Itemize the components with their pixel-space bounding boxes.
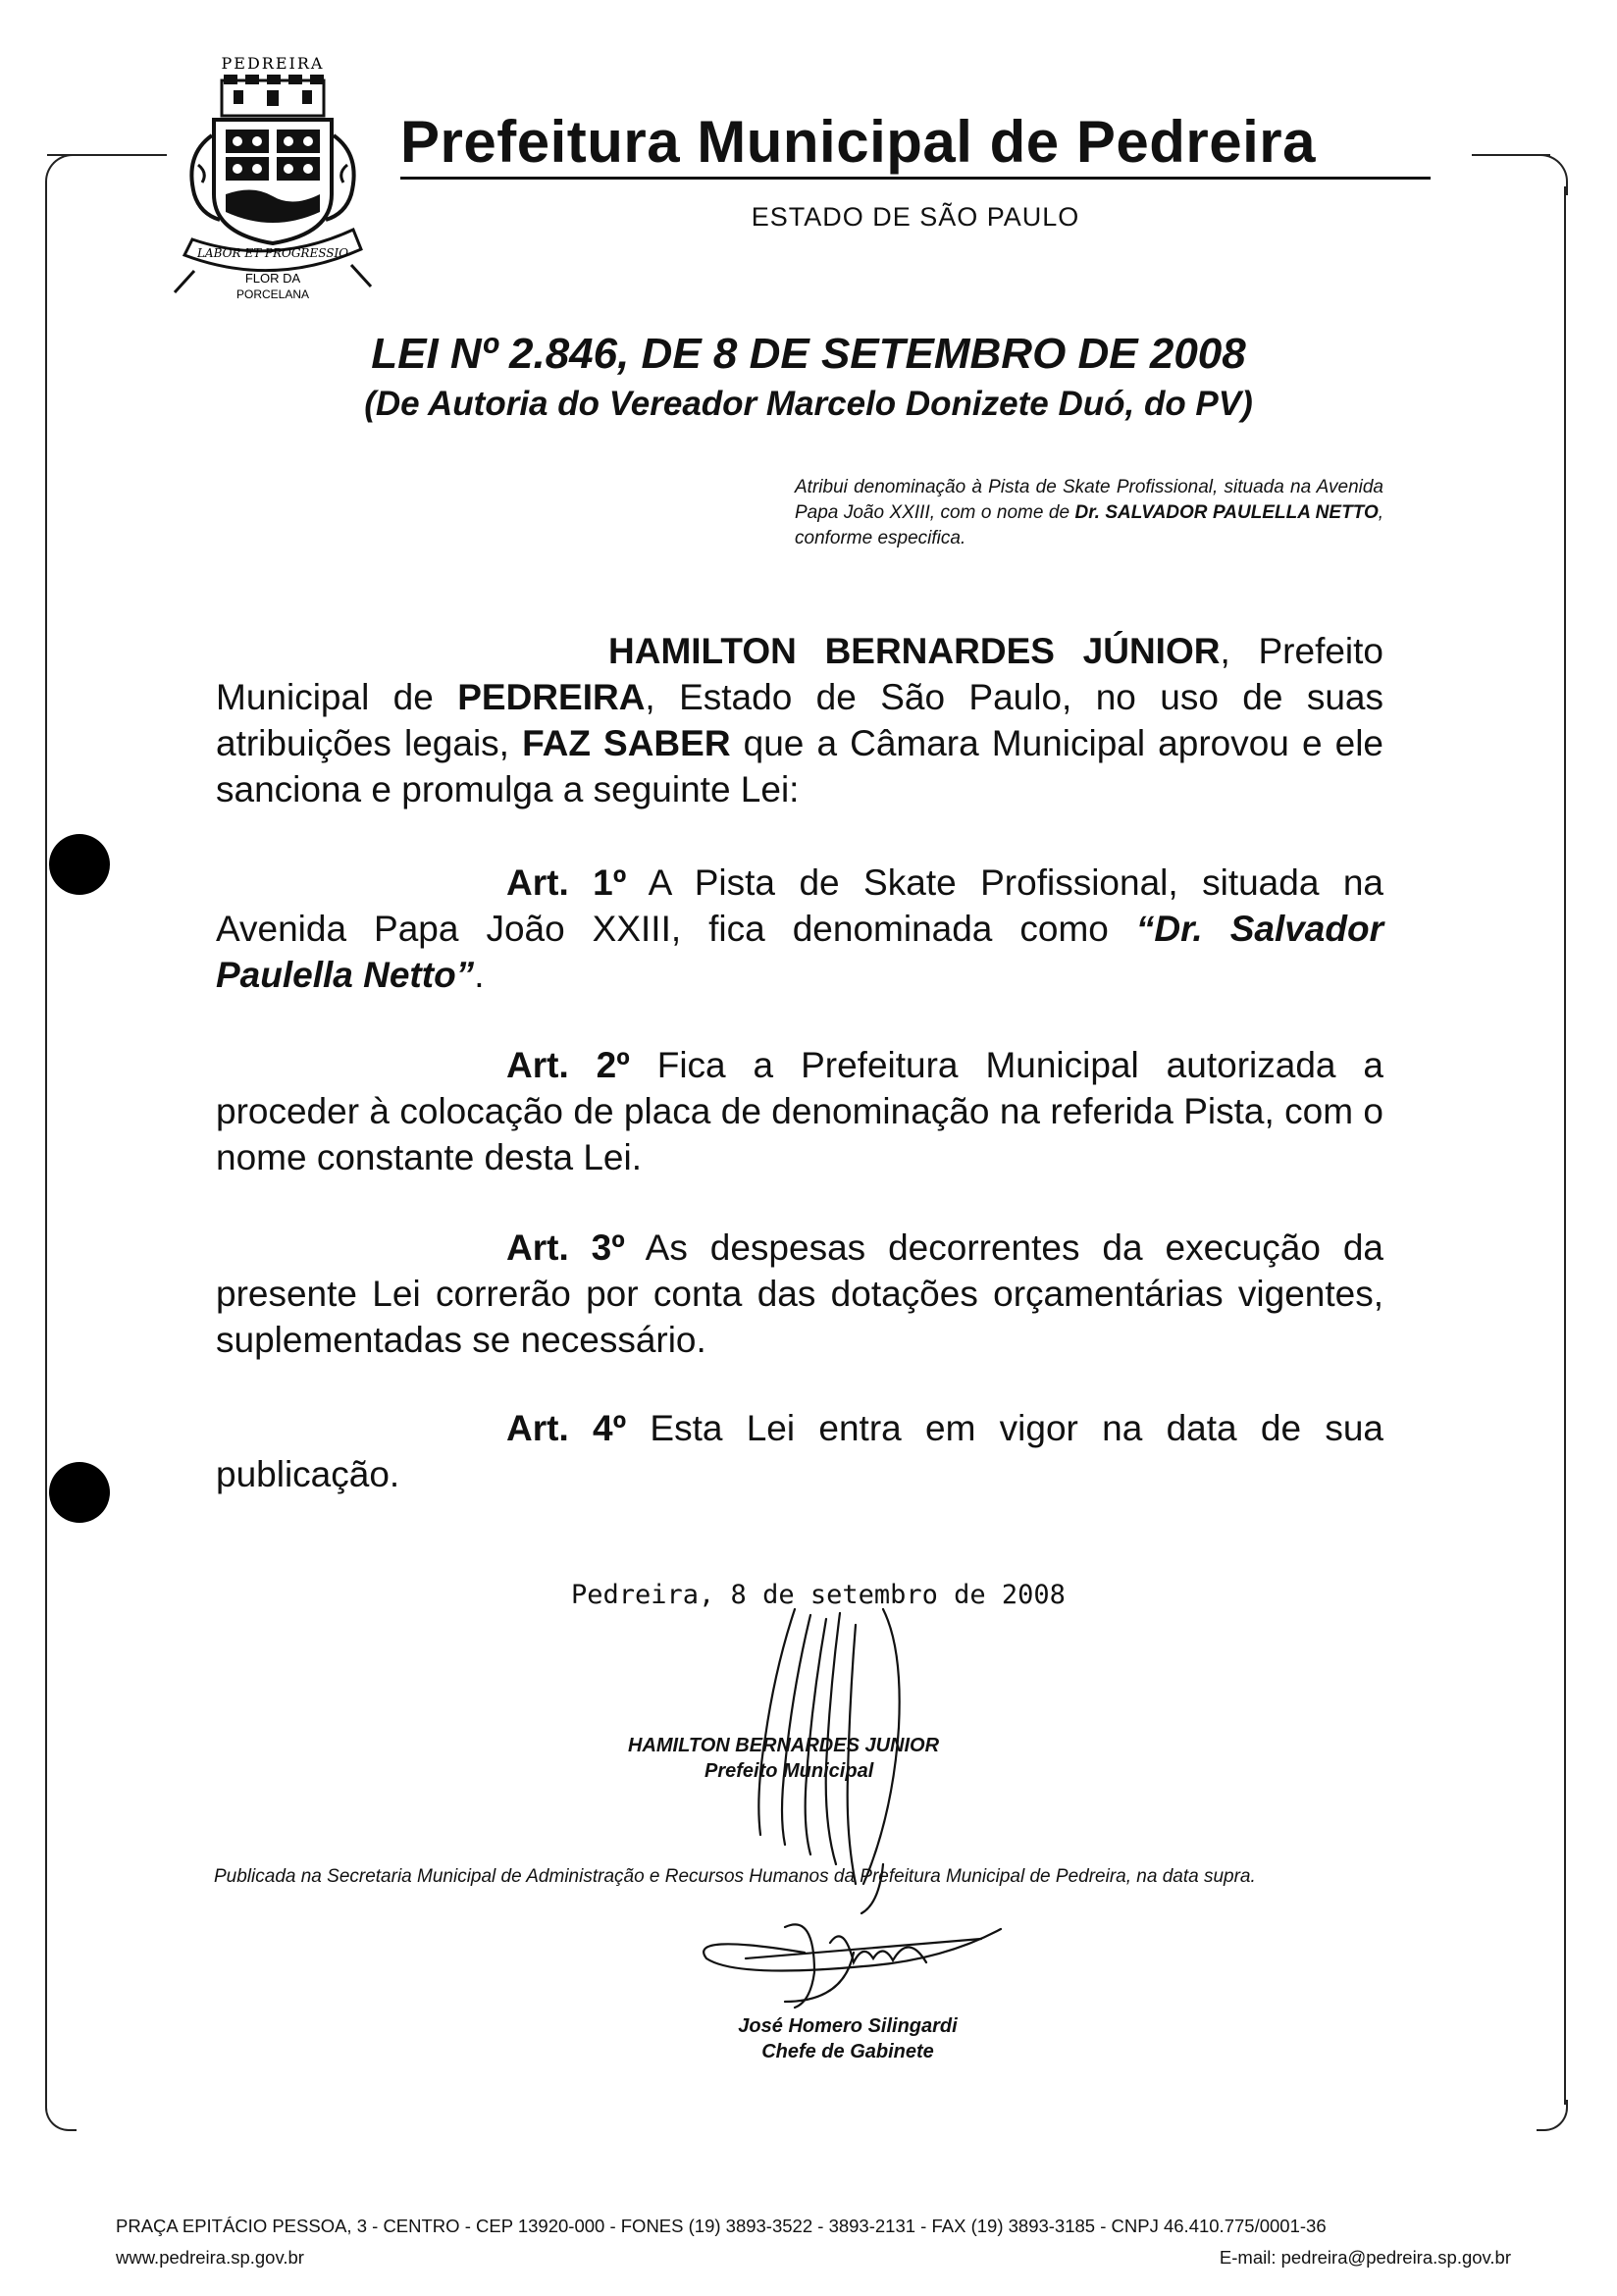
frame-corner <box>1527 154 1568 195</box>
frame-right <box>1564 186 1566 2105</box>
preamble-paragraph <box>216 628 1383 812</box>
preamble-text: que a Câmara Municipal aprovou e ele sanciona e promulga a seguinte Lei: <box>216 723 1383 809</box>
article-emphasis: “Dr. Salvador Paulella Netto” <box>216 909 1383 995</box>
preamble-text: , Prefeito Municipal de <box>216 631 1383 717</box>
article-1 <box>216 860 1383 998</box>
footer-website[interactable]: www.pedreira.sp.gov.br <box>116 2247 304 2268</box>
article-label: Art. 3º <box>506 1227 625 1268</box>
article-3 <box>216 1225 1383 1363</box>
law-summary-text: Atribui denominação à Pista de Skate Profissional, situada na Avenida Papa João XXIII, com o nome de <box>795 477 1383 523</box>
org-name: Prefeitura Municipal de Pedreira <box>400 110 1431 180</box>
article-label: Art. 2º <box>506 1045 630 1085</box>
article-label: Art. 4º <box>506 1408 627 1448</box>
chief-role: Chefe de Gabinete <box>761 2041 934 2062</box>
signer-role: Prefeito Municipal <box>704 1760 874 1782</box>
article-text: Esta Lei entra em vigor na data de sua publicação. <box>216 1408 1384 1494</box>
article-2 <box>216 1042 1383 1180</box>
frame-corner <box>45 2100 77 2131</box>
mayor-name: HAMILTON BERNARDES JÚNIOR <box>608 631 1221 671</box>
crest-top-text: PEDREIRA <box>221 54 325 73</box>
crest-motto: LABOR ET PROGRESSIO <box>196 246 349 260</box>
article-text: Fica a Prefeitura Municipal autorizada a proceder à colocação de placa de denominação na referida Pista, com o nome constante desta Lei. <box>216 1045 1383 1177</box>
article-text: . <box>474 955 485 995</box>
frame-corner <box>45 154 86 195</box>
article-4 <box>216 1405 1383 1497</box>
law-summary-name: Dr. SALVADOR PAULELLA NETTO <box>1074 502 1379 523</box>
chief-name: José Homero Silingardi <box>738 2015 958 2037</box>
punch-hole <box>49 1462 110 1523</box>
publication-note: Publicada na Secretaria Municipal de Administração e Recursos Humanos da Prefeitura Municipal de Pedreira, na data supra. <box>214 1866 1256 1887</box>
city-name: PEDREIRA <box>457 677 646 717</box>
frame-left <box>45 186 47 2105</box>
article-text: A Pista de Skate Profissional, situada na Avenida Papa João XXIII, fica denominada como <box>216 862 1384 949</box>
crest-bottom-text: PORCELANA <box>235 287 310 301</box>
article-text: As despesas decorrentes da execução da presente Lei correrão por conta das dotações orçamentárias vigentes, suplementadas se necessário. <box>216 1227 1383 1360</box>
crest-bottom-text: FLOR DA <box>244 271 301 286</box>
law-author: (De Autoria do Vereador Marcelo Donizete Duó, do PV) <box>364 385 1253 423</box>
preamble-text: , Estado de São Paulo, no uso de suas atribuições legais, <box>216 677 1383 763</box>
law-summary-text: , conforme especifica. <box>795 502 1384 548</box>
chief-signature <box>704 1924 1001 2008</box>
city-crest-logo <box>165 47 381 302</box>
footer-address: PRAÇA EPITÁCIO PESSOA, 3 - CENTRO - CEP 13920-000 - FONES (19) 3893-3522 - 3893-2131 - FAX (19) 3893-3185 - CNPJ 46.410.775/0001-36 <box>116 2216 1327 2236</box>
date-line: Pedreira, 8 de setembro de 2008 <box>571 1580 1066 1610</box>
law-title: LEI Nº 2.846, DE 8 DE SETEMBRO DE 2008 <box>371 330 1246 378</box>
signer-name: HAMILTON BERNARDES JUNIOR <box>628 1735 940 1756</box>
punch-hole <box>49 834 110 895</box>
footer-email[interactable]: E-mail: pedreira@pedreira.sp.gov.br <box>1219 2247 1511 2268</box>
faz-saber: FAZ SABER <box>522 723 731 763</box>
article-label: Art. 1º <box>506 862 627 903</box>
law-summary <box>795 475 1383 551</box>
state-name: ESTADO DE SÃO PAULO <box>751 202 1080 232</box>
